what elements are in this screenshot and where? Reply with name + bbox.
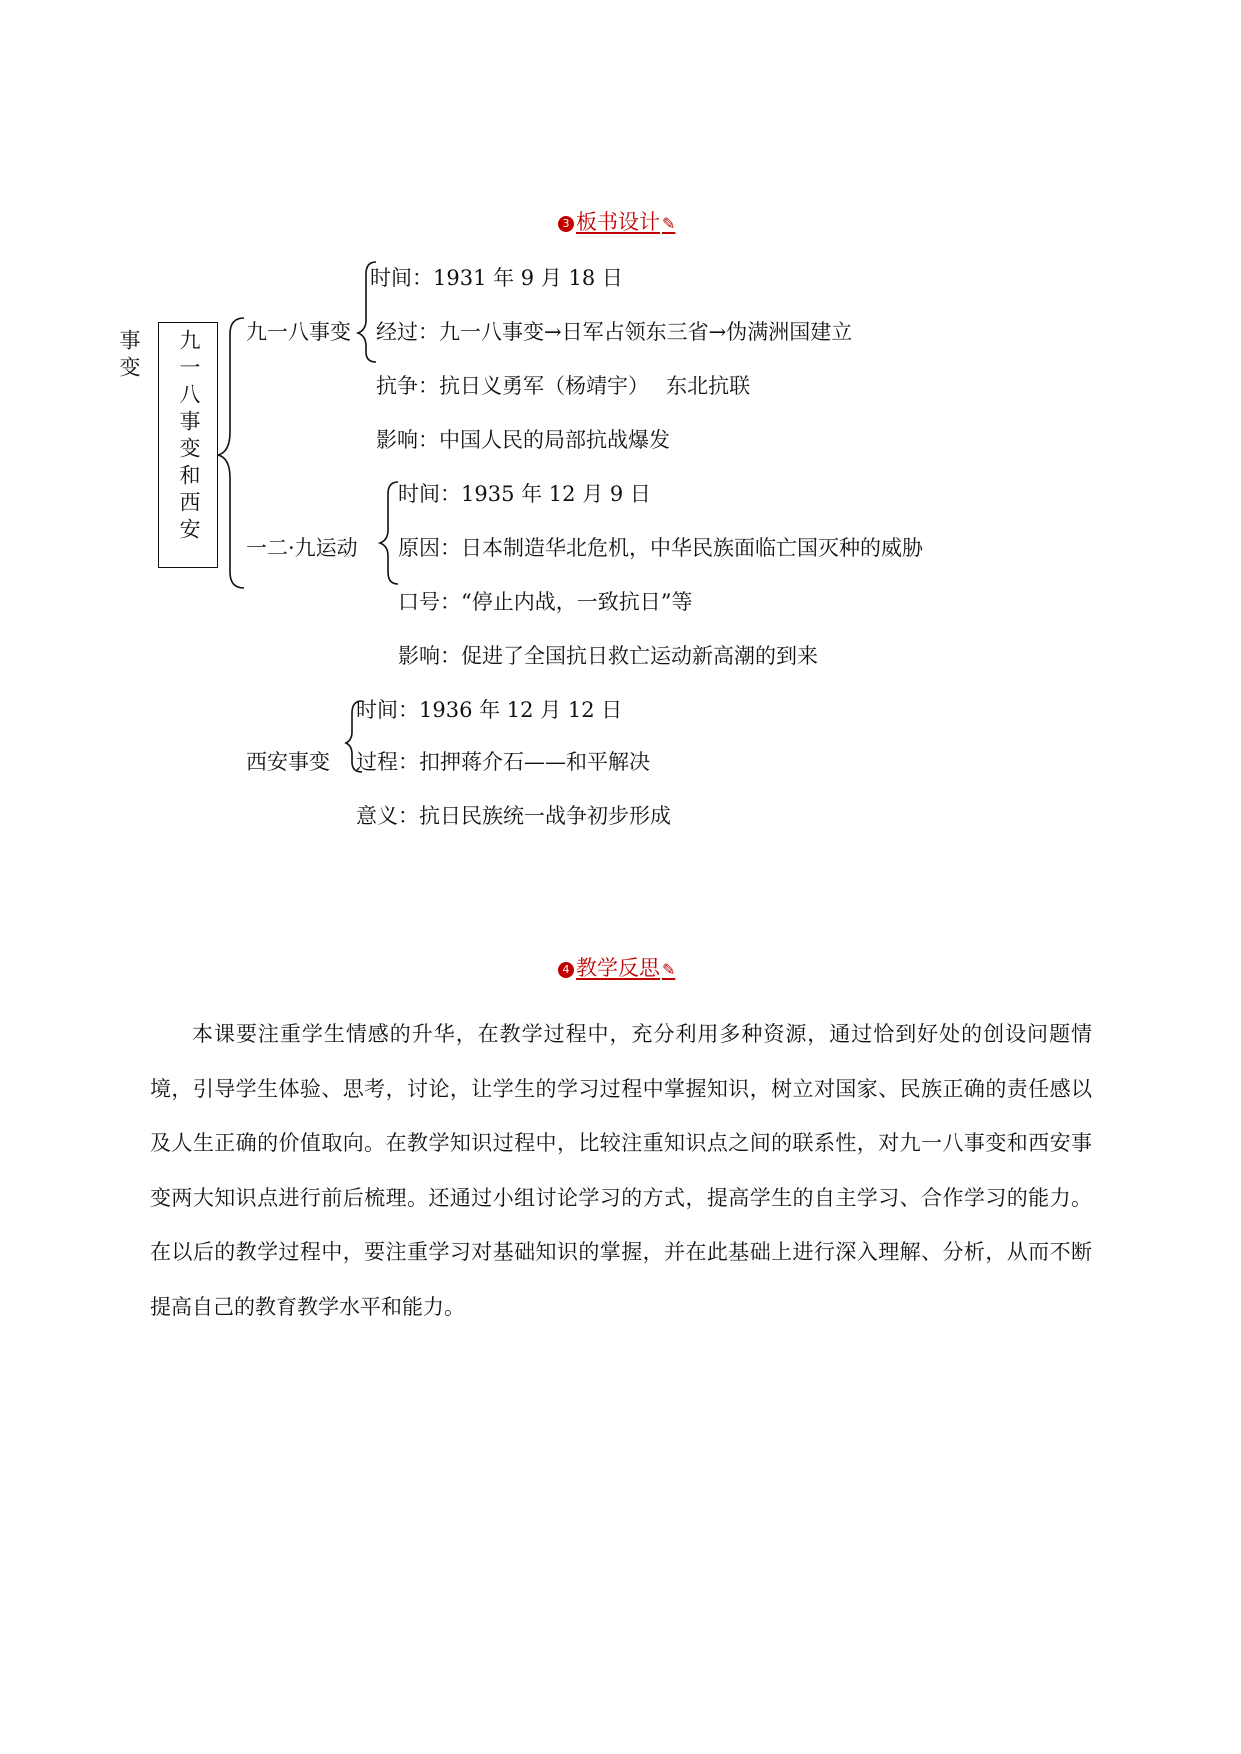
label-129: 一二·九运动: [246, 536, 358, 560]
item-918-resistance: 抗争：抗日义勇军（杨靖宇） 东北抗联: [376, 374, 751, 398]
pen-icon: ✎: [662, 214, 676, 233]
label-918: 九一八事变: [246, 320, 351, 344]
vertical-title: 九一八事变和西安事变: [117, 329, 201, 545]
item-xian-time: 时间：1936 年 12 月 12 日: [356, 698, 623, 722]
item-129-impact: 影响：促进了全国抗日救亡运动新高潮的到来: [398, 644, 818, 668]
reflection-paragraph: 本课要注重学生情感的升华，在教学过程中，充分利用多种资源，通过恰到好处的创设问题情境，引导学生体验、思考，讨论，让学生的学习过程中掌握知识，树立对国家、民族正确的责任感以及人生正确的价值取向。在教学知识过程中，比较注重知识点之间的联系性，对九一八事变和西安事变两大知识点进行前后梳理。还通过小组讨论学习的方式，提高学生的自主学习、合作学习的能力。在以后的教学过程中，要注重学习对基础知识的掌握，并在此基础上进行深入理解、分析，从而不断提高自己的教育教学水平和能力。: [150, 1022, 1092, 1319]
item-918-time: 时间：1931 年 9 月 18 日: [370, 266, 623, 290]
reflection-heading: [558, 954, 675, 984]
number-badge-icon: 3: [558, 216, 574, 232]
board-design-heading-text: 板书设计: [576, 210, 660, 234]
label-xian: 西安事变: [246, 750, 330, 774]
number-badge-icon: 4: [558, 962, 574, 978]
item-918-impact: 影响：中国人民的局部抗战爆发: [376, 428, 670, 452]
item-xian-process: 过程：扣押蒋介石——和平解决: [356, 750, 650, 774]
item-xian-significance: 意义：抗日民族统一战争初步形成: [356, 804, 671, 828]
brace-129: [380, 482, 398, 584]
item-918-process: 经过：九一八事变→日军占领东三省→伪满洲国建立: [376, 320, 853, 344]
main-brace: [218, 318, 244, 588]
pen-icon: ✎: [662, 960, 676, 979]
item-129-cause: 原因：日本制造华北危机，中华民族面临亡国灭种的威胁: [398, 536, 923, 560]
item-129-time: 时间：1935 年 12 月 9 日: [398, 482, 651, 506]
item-129-slogan: 口号：“停止内战，一致抗日”等: [398, 590, 693, 614]
reflection-heading-text: 教学反思: [576, 956, 660, 980]
